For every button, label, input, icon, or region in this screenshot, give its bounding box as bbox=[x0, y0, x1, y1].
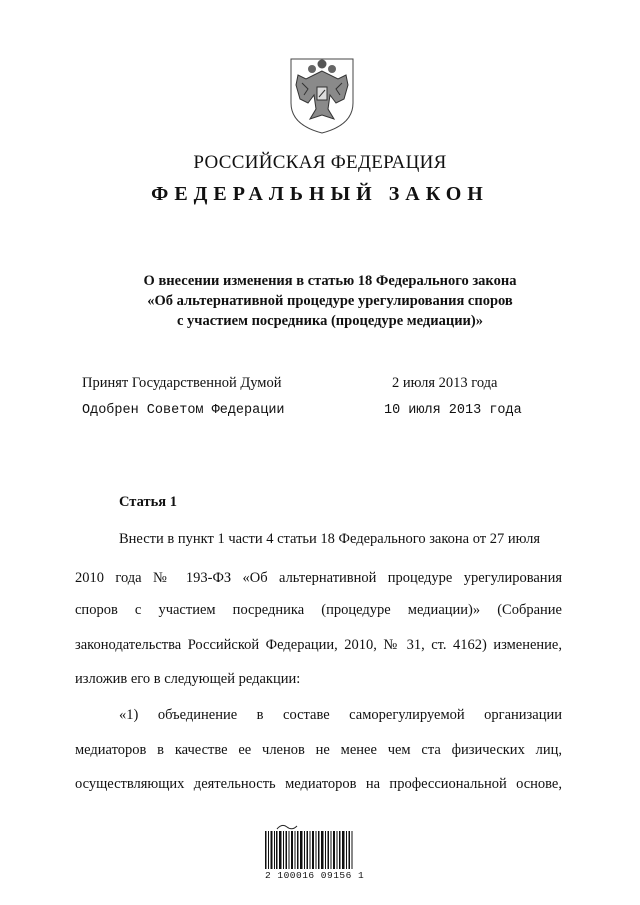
approved-council-label: Одобрен Советом Федерации bbox=[82, 403, 285, 418]
paragraph-line: медиаторов в качестве ее членов не менее чем ста физических лиц, bbox=[75, 742, 562, 758]
paragraph-line: споров с участием посредника (процедуре медиации)» (Собрание bbox=[75, 602, 562, 618]
paragraph-line: «1) объединение в составе саморегулируемой организации bbox=[119, 707, 562, 723]
paragraph-line: Внести в пункт 1 части 4 статьи 18 Федерального закона от 27 июля bbox=[119, 531, 541, 547]
law-title bbox=[110, 271, 550, 331]
law-title-line: О внесении изменения в статью 18 Федерального закона bbox=[143, 273, 517, 289]
law-title-line: с участием посредника (процедуре медиации)» bbox=[176, 313, 483, 329]
approved-council-date: 10 июля 2013 года bbox=[384, 403, 522, 418]
barcode-number: 2 100016 09156 1 bbox=[265, 870, 365, 881]
article-heading: Статья 1 bbox=[119, 494, 177, 510]
law-type-heading: ФЕДЕРАЛЬНЫЙ ЗАКОН bbox=[151, 183, 489, 205]
adopted-duma-label: Принят Государственной Думой bbox=[82, 375, 282, 391]
paragraph-line: 2010 года № 193-ФЗ «Об альтернативной процедуре урегулирования bbox=[75, 570, 562, 586]
law-title-line: «Об альтернативной процедуре урегулирования споров bbox=[147, 293, 513, 309]
russian-coat-of-arms-icon bbox=[288, 55, 356, 135]
country-name: РОССИЙСКАЯ ФЕДЕРАЦИЯ bbox=[193, 152, 447, 173]
adopted-duma-date: 2 июля 2013 года bbox=[392, 375, 498, 391]
paragraph-line: законодательства Российской Федерации, 2010, № 31, ст. 4162) изменение, bbox=[75, 637, 562, 653]
barcode-icon bbox=[265, 831, 355, 871]
paragraph-line: изложив его в следующей редакции: bbox=[75, 671, 301, 687]
registration-mark-icon bbox=[276, 823, 298, 831]
paragraph-line: осуществляющих деятельность медиаторов на профессиональной основе, bbox=[75, 776, 562, 792]
